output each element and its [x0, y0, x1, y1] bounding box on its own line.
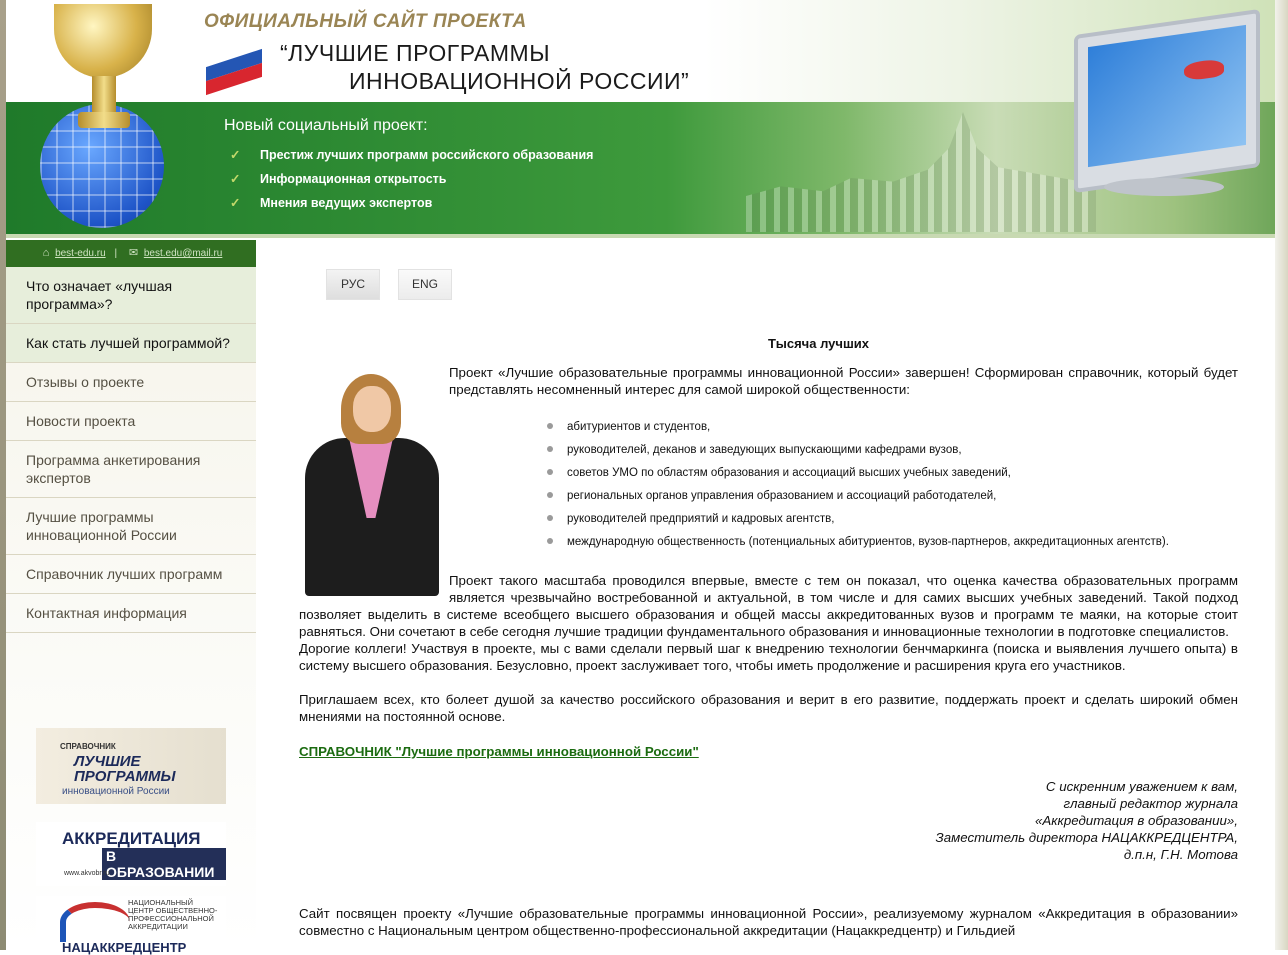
sidebar-item-news[interactable]: Новости проекта	[6, 402, 256, 441]
sidebar-item-contacts[interactable]: Контактная информация	[6, 594, 256, 633]
lang-tab-ru[interactable]: РУС	[326, 269, 380, 300]
contact-separator: |	[114, 248, 118, 259]
sidebar-item-expert-survey[interactable]: Программа анкетирования экспертов	[6, 441, 256, 498]
article-title: Тысяча лучших	[768, 336, 869, 351]
sidebar-item-reviews[interactable]: Отзывы о проекте	[6, 363, 256, 402]
signature-block: С искренним уважением к вам, главный редактор журнала «Аккредитация в образовании», Заместитель директора НАЦАККРЕДЦЕНТРА, д.п.н, Г.Н. Мотова	[935, 779, 1238, 862]
site-description: Сайт посвящен проекту «Лучшие образовательные программы инновационной России», реализуемому журналом «Аккредитация в образовании» совместно с Национальным центром общественно-профессиональной аккредитации (Нацаккредцентр) и Гильдией	[299, 906, 1238, 938]
nacaccred-logo-icon	[60, 902, 130, 942]
main-content	[266, 240, 1275, 950]
directory-link[interactable]: СПРАВОЧНИК "Лучшие программы инновационной России"	[299, 744, 699, 759]
band-feature-item: ✓ Мнения ведущих экспертов	[230, 196, 433, 210]
monitor-icon	[1074, 9, 1260, 193]
site-label: ОФИЦИАЛЬНЫЙ САЙТ ПРОЕКТА	[204, 11, 527, 32]
sidebar-item-directory[interactable]: Справочник лучших программ	[6, 555, 256, 594]
sidebar-item-how-to-become-best[interactable]: Как стать лучшей программой?	[6, 324, 256, 363]
list-item: региональных органов управления образованием и ассоциаций работодателей,	[567, 485, 1238, 508]
band-feature-list	[230, 146, 593, 218]
band-feature-item: ✓ Информационная открытость	[230, 172, 447, 186]
sidebar	[6, 240, 256, 955]
sidebar-item-best-program-meaning[interactable]: Что означает «лучшая программа»?	[6, 267, 256, 324]
site-header	[6, 0, 1275, 238]
contact-bar	[6, 240, 256, 267]
band-title: Новый социальный проект:	[224, 117, 428, 134]
site-title-line2: ИННОВАЦИОННОЙ РОССИИ”	[349, 68, 690, 94]
checkmark-icon: ✓	[230, 196, 241, 210]
band-feature-item: ✓ Престиж лучших программ российского образования	[230, 148, 594, 162]
article-paragraph-4: Приглашаем всех, кто болеет душой за качество российского образования и верит в его развитие, поддержать проект и сделать широкий обмен мнениями на постоянной основе.	[299, 692, 1238, 724]
list-item: руководителей, деканов и заведующих выпускающими кафедрами вузов,	[567, 439, 1238, 462]
list-item: международную общественность (потенциальных абитуриентов, вузов-партнеров, аккредитационных агентств).	[567, 531, 1238, 554]
site-home-link[interactable]: best-edu.ru	[55, 248, 106, 259]
article-intro: Проект «Лучшие образовательные программы инновационной России» завершен! Сформирован справочник, который будет представлять несомненный интерес для самой широкой общественности:	[449, 365, 1238, 397]
right-frame	[1275, 0, 1288, 950]
site-title-line1: “ЛУЧШИЕ ПРОГРАММЫ	[280, 40, 551, 66]
list-item: советов УМО по областям образования и ассоциаций высших учебных заведений,	[567, 462, 1238, 485]
nacaccred-center-banner[interactable]: НАЦИОНАЛЬНЫЙ ЦЕНТР ОБЩЕСТВЕННО-ПРОФЕССИОНАЛЬНОЙ АККРЕДИТАЦИИ НАЦАККРЕДЦЕНТР	[36, 896, 226, 950]
checkmark-icon: ✓	[230, 148, 241, 162]
accreditation-journal-banner[interactable]: АККРЕДИТАЦИЯ В ОБРАЗОВАНИИ www.akvobr.ru	[36, 822, 226, 886]
article	[299, 335, 1238, 939]
list-item: руководителей предприятий и кадровых агентств,	[567, 508, 1238, 531]
directory-banner[interactable]: СПРАВОЧНИК ЛУЧШИЕ ПРОГРАММЫ инновационной России	[36, 728, 226, 804]
list-item: абитуриентов и студентов,	[567, 416, 1238, 439]
home-icon: ⌂	[42, 247, 50, 259]
mail-icon: ✉	[128, 247, 139, 259]
email-link[interactable]: best.edu@mail.ru	[143, 248, 223, 259]
article-paragraph-2: Проект такого масштаба проводился впервые, вместе с тем он показал, что оценка качества образовательных программ является чрезвычайно востребованной и актуальной, в том числе и для самих высших учебных заведений. Такой подход позволяет выделить в системе всеобщего высшего образования и общей массы аккредитованных вузов и программ те маяки, на которые стоит равняться. Они сочетают в себе сегодня лучшие традиции фундаментального образования и инновационные технологии в подготовке специалистов.	[299, 573, 1238, 639]
sidebar-item-best-programs[interactable]: Лучшие программы инновационной России	[6, 498, 256, 555]
editor-portrait	[299, 372, 445, 598]
checkmark-icon: ✓	[230, 172, 241, 186]
flag-icon	[206, 44, 262, 86]
sidebar-menu	[6, 267, 256, 633]
lang-tab-en[interactable]: ENG	[398, 269, 452, 300]
article-paragraph-3: Дорогие коллеги! Участвуя в проекте, мы с вами сделали первый шаг к внедрению технологии бенчмаркинга (поиска и выявления лучшего опыта) в систему высшего образования. Безусловно, проект заслуживает того, чтобы иметь продолжение и расширения круга его участников.	[299, 641, 1238, 673]
